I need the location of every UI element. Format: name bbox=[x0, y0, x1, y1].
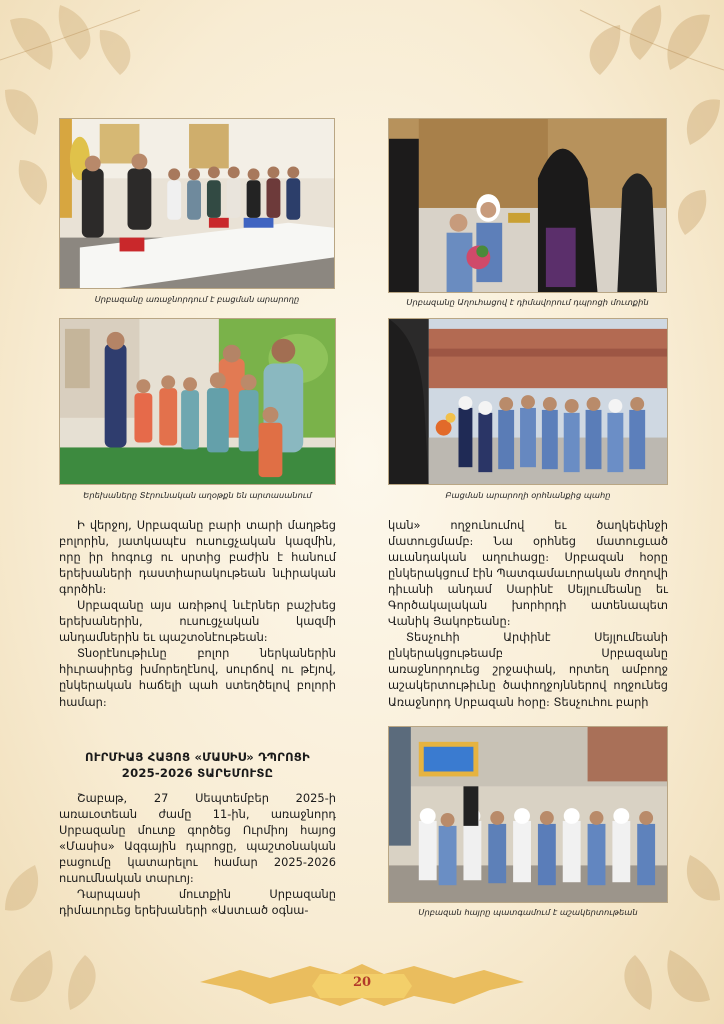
photo-blessing-moment bbox=[388, 318, 668, 485]
photo-caption: Սրբազանը առաջնորդում է բացման արարողը bbox=[94, 294, 300, 304]
photo-children-prayer bbox=[59, 318, 336, 485]
article-heading bbox=[59, 749, 336, 781]
article-heading-line-1: ՈՒՐՄԻԱՅ ՀԱՅՈՑ «ՄԱՍԻՍ» ԴՊՐՈՑԻ bbox=[85, 750, 310, 764]
photo-opening-hall bbox=[59, 118, 335, 289]
paragraph: Դարպասի մուտքին Սրբազանը դիմաւորւեց երեխաների «Աստւած օգնա- bbox=[59, 887, 336, 918]
photo-entrance-welcome bbox=[388, 118, 667, 293]
paragraph: Սրբազանը այս առիթով նւէրներ բաշխեց երեխաներին, ուսուցչական կազմի անդամներին եւ պաշտօնէութեան։ bbox=[59, 598, 336, 645]
photo-caption: Սրբազանը Աղուհացով է դիմավորում դպրոցի մուտքին bbox=[406, 297, 649, 307]
left-column-text-lower bbox=[59, 790, 336, 918]
right-column-text bbox=[388, 517, 668, 710]
paragraph: Տեսչուհի Արփինէ Սեյլումեանի ընկերակցութեամբ Սրբազանը առաջնորդուեց շրջափակ, որտեղ ամբողջ աշակերտութիւնը ծափողջոյններով ողջունեց Առաջնորդ Սրբազան հօրը։ Տեսչուհու բարի bbox=[388, 630, 668, 709]
page-number: 20 bbox=[352, 975, 372, 990]
paragraph: Շաբաթ, 27 Սեպտեմբեր 2025-ի առաւօտեան ժամը 11-ին, առաջնորդ Սրբազանը մուտք գործեց Ուրմիոյ հայոց «Մասիս» Ազգային դպրոցը, պաշտօնական բացումը կատարելու համար 2025-2026 ուսումնական տարւոյ։ bbox=[59, 791, 336, 886]
photo-caption: Բացման արարողի օրհնանքից պահը bbox=[445, 490, 611, 500]
left-column-text bbox=[59, 517, 336, 710]
article-heading-line-2: 2025-2026 ՏԱՐԵՄՈՒՏԸ bbox=[121, 766, 274, 780]
paragraph: Տնօրէնութիւնը բոլոր ներկաներին հիւրասիրեց խմորեղէնով, սուրճով ու թէյով, ընկերական հաճելի պահ ստեղծելով բոլորի համար։ bbox=[59, 646, 336, 709]
paragraph: կան» ողջունումով եւ ծաղկեփնջի մատուցմամբ։ Նա օրհնեց մատուցւած աւանդական աղուհացը։ Սրբազան հօրը ընկերակցում էին Պատգամաւորական ժողովի դիւանի անդամ Սարինէ Սեյլումեանը եւ Գործակալական խորհրդի ատենապետ Վանիկ Յակոբեանը։ bbox=[388, 518, 668, 629]
photo-schoolyard-address bbox=[388, 726, 668, 903]
photo-caption: Սրբազան հայրը պատգամում է աշակերտութեան bbox=[418, 907, 638, 917]
photo-caption: Երեխաները Տէրունական աղօթքն են արտասանում bbox=[83, 490, 312, 500]
paragraph: Ի վերջոյ, Սրբազանը բարի տարի մաղթեց բոլորին, յատկապէս ուսուցչական կազմին, որը իր հոգուց ու սրտից բաժին է հանում երեխաների դաստիարակութեան նւիրական գործին։ bbox=[59, 518, 336, 597]
